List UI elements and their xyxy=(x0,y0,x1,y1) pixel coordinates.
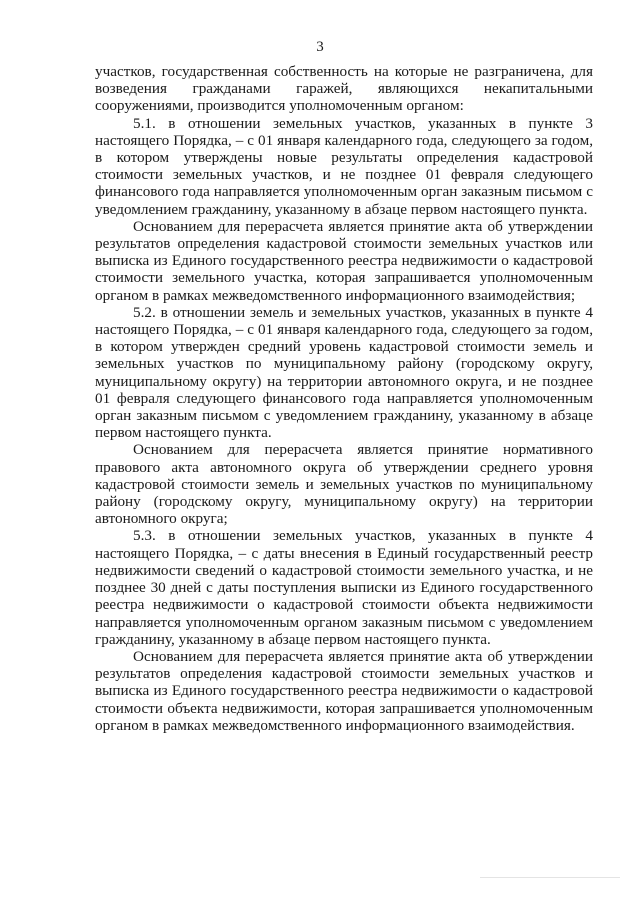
paragraph-clause-5-2: 5.2. в отношении земель и земельных участков, указанных в пункте 4 настоящего Порядка, – с 01 января календарного года, следующего за годом, в котором утвержден средний уровень кадастровой стоимости земель и земельных участков по муниципальному району (городскому округу, муниципальному округу) на территории автономного округа, и не позднее 01 февраля следующего финансового года направляется уполномоченным орган заказным письмом с уведомлением гражданину, указанному в абзаце первом настоящего пункта. xyxy=(95,303,593,442)
paragraph-clause-5-3: 5.3. в отношении земельных участков, указанных в пункте 4 настоящего Порядка, – с даты внесения в Единый государственный реестр недвижимости сведений о кадастровой стоимости земельного участка, и не позднее 30 дней с даты поступления выписки из Единого государственного реестра недвижимости о кадастровой стоимости объекта недвижимости направляется уполномоченным органом заказным письмом с уведомлением гражданину, указанному в абзаце первом настоящего пункта. xyxy=(95,527,593,648)
page-number: 3 xyxy=(316,39,324,55)
paragraph-basis-5-2: Основанием для перерасчета является принятие нормативного правового акта автономного округа об утверждении среднего уровня кадастровой стоимости земель и земельных участков по муниципальному району (городскому округу, муниципальному округу) на территории автономного округа; xyxy=(95,441,593,528)
scan-artifact-line xyxy=(480,877,620,878)
document-body xyxy=(95,63,593,734)
paragraph-continuation: участков, государственная собственность на которые не разграничена, для возведения гражданами гаражей, являющихся некапитальными сооружениями, производится уполномоченным органом: xyxy=(95,63,593,115)
paragraph-clause-5-1: 5.1. в отношении земельных участков, указанных в пункте 3 настоящего Порядка, – с 01 января календарного года, следующего за годом, в котором утверждены новые результаты определения кадастровой стоимости земельных участков, и не позднее 01 февраля следующего финансового года направляется уполномоченным орган заказным письмом с уведомлением гражданину, указанному в абзаце первом настоящего пункта. xyxy=(95,114,593,218)
paragraph-basis-5-1: Основанием для перерасчета является принятие акта об утверждении результатов определения кадастровой стоимости земельных участков или выписка из Единого государственного реестра недвижимости о кадастровой стоимости земельного участка, которая запрашивается уполномоченным органом в рамках межведомственного информационного взаимодействия; xyxy=(95,217,593,304)
paragraph-basis-5-3: Основанием для перерасчета является принятие акта об утверждении результатов определения кадастровой стоимости земельных участков и выписка из Единого государственного реестра недвижимости о кадастровой стоимости объекта недвижимости, которая запрашивается уполномоченным органом в рамках межведомственного информационного взаимодействия. xyxy=(95,647,593,734)
